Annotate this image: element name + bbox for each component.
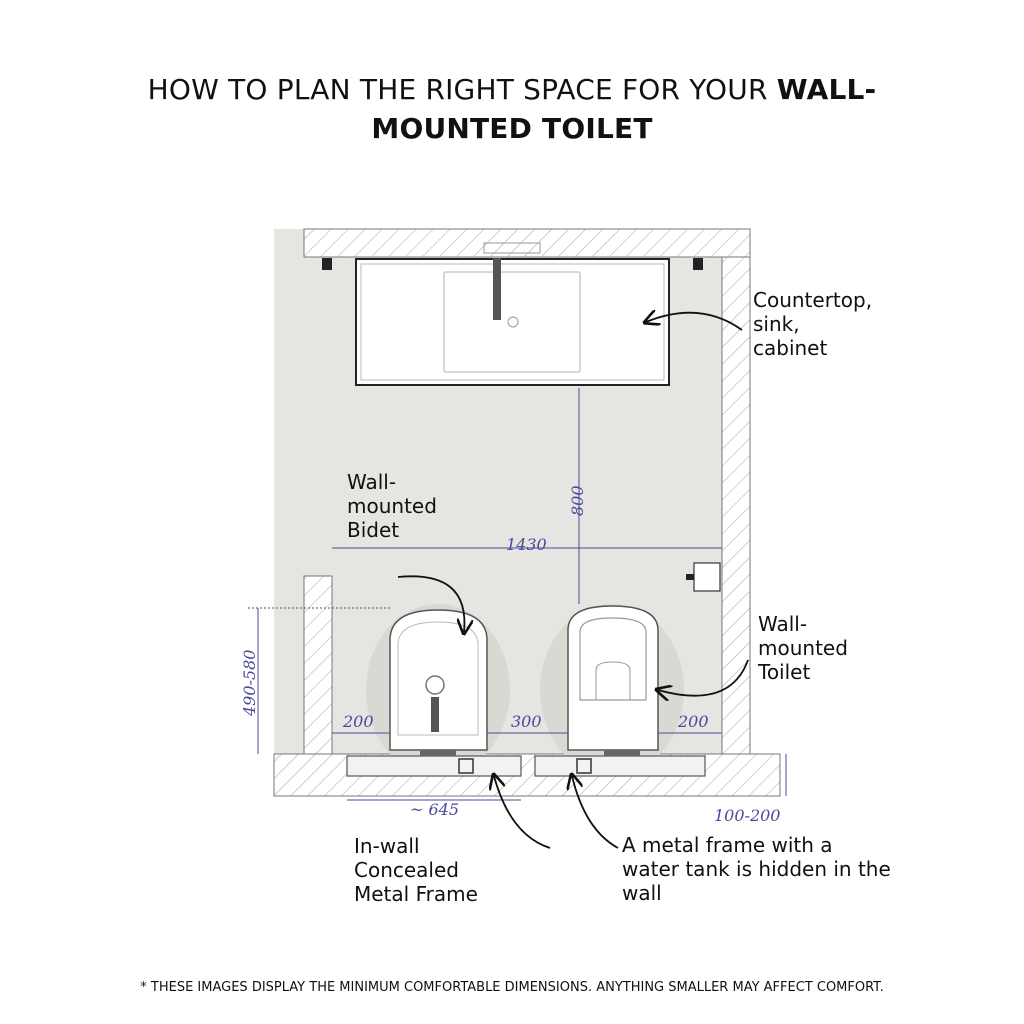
title-line-1: HOW TO PLAN THE RIGHT SPACE FOR YOUR WALL- [147, 73, 877, 106]
bidet-label: Wall- mounted Bidet [347, 470, 437, 542]
toilet-fixture [568, 606, 658, 750]
left-partition-wall [304, 576, 332, 754]
toilet-label: Wall- mounted Toilet [758, 612, 848, 684]
countertop-label: Countertop, sink, cabinet [753, 288, 873, 360]
dim-frame-width: ~ 645 [410, 800, 460, 819]
bidet-fixture [390, 610, 487, 750]
footnote: * THESE IMAGES DISPLAY THE MINIMUM COMFORTABLE DIMENSIONS. ANYTHING SMALLER MAY AFFECT COMFORT. [140, 980, 884, 995]
dim-width-total: 1430 [506, 535, 547, 554]
title-line-2: MOUNTED TOILET [371, 112, 653, 145]
frame-label: In-wall Concealed Metal Frame [354, 834, 478, 906]
tank-label: A metal frame with a water tank is hidden in the wall [622, 833, 891, 905]
title-bold-part: WALL- [776, 73, 877, 106]
dim-wall-depth: 100-200 [714, 806, 781, 825]
dim-between: 300 [511, 712, 542, 731]
dim-bidet-height: 490-580 [240, 649, 259, 716]
dim-side-left: 200 [343, 712, 374, 731]
vanity-countertop [322, 243, 703, 385]
dim-side-right: 200 [678, 712, 709, 731]
dim-front-clearance: 800 [568, 485, 587, 516]
